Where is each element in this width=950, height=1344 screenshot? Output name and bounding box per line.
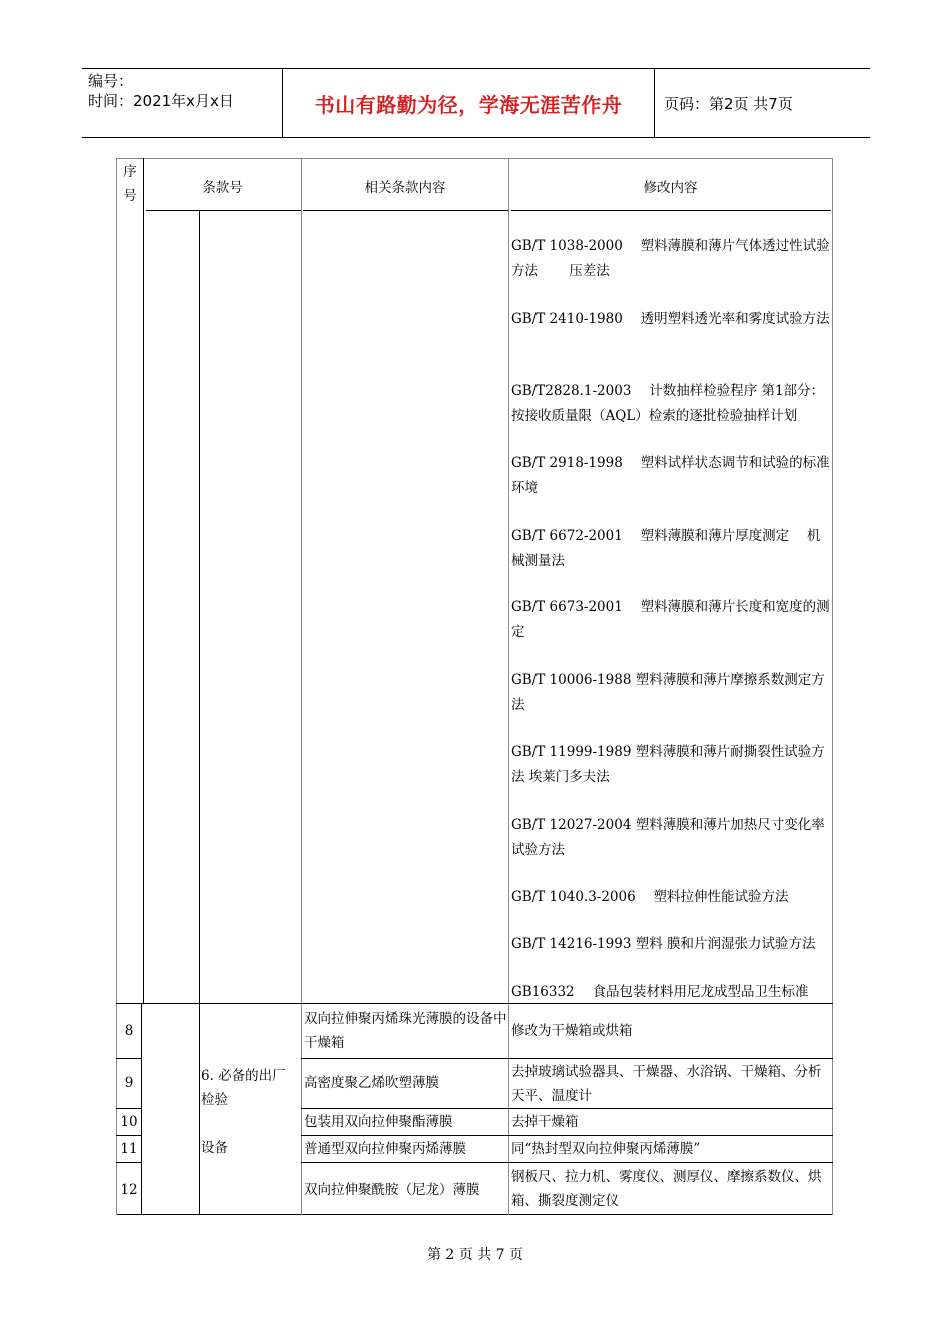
row-separator xyxy=(301,1108,833,1109)
table-border xyxy=(301,158,302,1215)
row-separator xyxy=(301,1162,833,1163)
number-label: 编号： xyxy=(88,72,134,90)
document-header xyxy=(82,68,870,138)
row-number: 9 xyxy=(124,1075,134,1091)
change-content: 去掉干燥箱 xyxy=(511,1114,579,1130)
table-border xyxy=(143,158,144,1003)
list-item: GB16332 食品包装材料用尼龙成型品卫生标准 xyxy=(511,984,809,1000)
row-number: 11 xyxy=(120,1141,138,1157)
header-meta xyxy=(88,71,282,111)
table-border xyxy=(116,1214,833,1215)
list-item: GB/T 1038-2000 塑料薄膜和薄片气体透过性试验方法 压差法 xyxy=(511,238,830,279)
related-content: 高密度聚乙烯吹塑薄膜 xyxy=(304,1075,439,1091)
list-item: GB/T2828.1-2003 计数抽样检验程序 第1部分：按接收质量限（AQL）检索的逐批检验抽样计划 xyxy=(511,383,825,424)
row-separator xyxy=(116,1108,142,1109)
row-separator xyxy=(116,1058,142,1059)
list-item: GB/T 6673-2001 塑料薄膜和薄片长度和宽度的测定 xyxy=(511,599,830,640)
table-border xyxy=(508,158,509,1215)
row-separator xyxy=(301,1135,833,1136)
row-separator xyxy=(116,1003,301,1004)
list-item: GB/T 6672-2001 塑料薄膜和薄片厚度测定 机械测量法 xyxy=(511,528,821,569)
table-border xyxy=(832,158,833,1215)
page-footer: 第 2 页 共 7 页 xyxy=(426,1247,524,1263)
row-number: 8 xyxy=(124,1023,134,1039)
header-motto: 书山有路勤为径，学海无涯苦作舟 xyxy=(314,92,623,117)
column-header-no xyxy=(117,160,143,208)
related-content: 双向拉伸聚丙烯珠光薄膜的设备中干燥箱 xyxy=(304,1011,507,1051)
time-label: 时间：2021年x月x日 xyxy=(88,92,234,110)
row-separator xyxy=(116,1135,142,1136)
clause-label-equipment: 设备 xyxy=(201,1140,228,1156)
column-header-change: 修改内容 xyxy=(643,180,698,196)
column-header-related: 相关条款内容 xyxy=(364,180,446,196)
change-content: 去掉玻璃试验器具、干燥器、水浴锅、干燥箱、分析天平、温度计 xyxy=(511,1064,822,1104)
table-border xyxy=(116,158,833,159)
change-content: 钢板尺、拉力机、雾度仪、测厚仪、摩擦系数仪、烘箱、撕裂度测定仪 xyxy=(511,1169,822,1209)
row-number: 10 xyxy=(120,1114,138,1130)
header-divider xyxy=(654,69,655,137)
table-border xyxy=(141,1003,142,1215)
list-item: GB/T 2918-1998 塑料试样状态调节和试验的标准环境 xyxy=(511,455,830,496)
list-item: GB/T 1040.3-2006 塑料拉伸性能试验方法 xyxy=(511,889,789,905)
row-separator xyxy=(116,1162,142,1163)
related-content: 包装用双向拉伸聚酯薄膜 xyxy=(304,1114,453,1130)
table-border xyxy=(116,158,117,1215)
table-border xyxy=(199,211,200,1214)
header-page-label: 页码：第2页 共7页 xyxy=(664,94,793,113)
list-item: GB/T 14216-1993 塑料 膜和片润湿张力试验方法 xyxy=(511,936,816,952)
column-header-clause: 条款号 xyxy=(202,180,243,196)
table-border xyxy=(303,210,508,211)
table-border xyxy=(511,210,831,211)
table-border xyxy=(146,210,301,211)
list-item: GB/T 11999-1989 塑料薄膜和薄片耐撕裂性试验方法 埃莱门多夫法 xyxy=(511,744,825,785)
change-content: 修改为干燥箱或烘箱 xyxy=(511,1023,633,1039)
clause-label: 6. 必备的出厂检验 xyxy=(201,1068,286,1108)
change-content: 同“热封型双向拉伸聚丙烯薄膜” xyxy=(511,1141,701,1157)
row-number: 12 xyxy=(120,1182,138,1198)
row-separator xyxy=(301,1058,833,1059)
list-item: GB/T 2410-1980 透明塑料透光率和雾度试验方法 xyxy=(511,311,830,327)
list-item: GB/T 10006-1988 塑料薄膜和薄片摩擦系数测定方法 xyxy=(511,672,825,713)
list-item: GB/T 12027-2004 塑料薄膜和薄片加热尺寸变化率试验方法 xyxy=(511,817,825,858)
related-content: 双向拉伸聚酰胺（尼龙）薄膜 xyxy=(304,1182,480,1198)
related-content: 普通型双向拉伸聚丙烯薄膜 xyxy=(304,1141,466,1157)
column-header-no-text: 序号 xyxy=(123,164,137,204)
